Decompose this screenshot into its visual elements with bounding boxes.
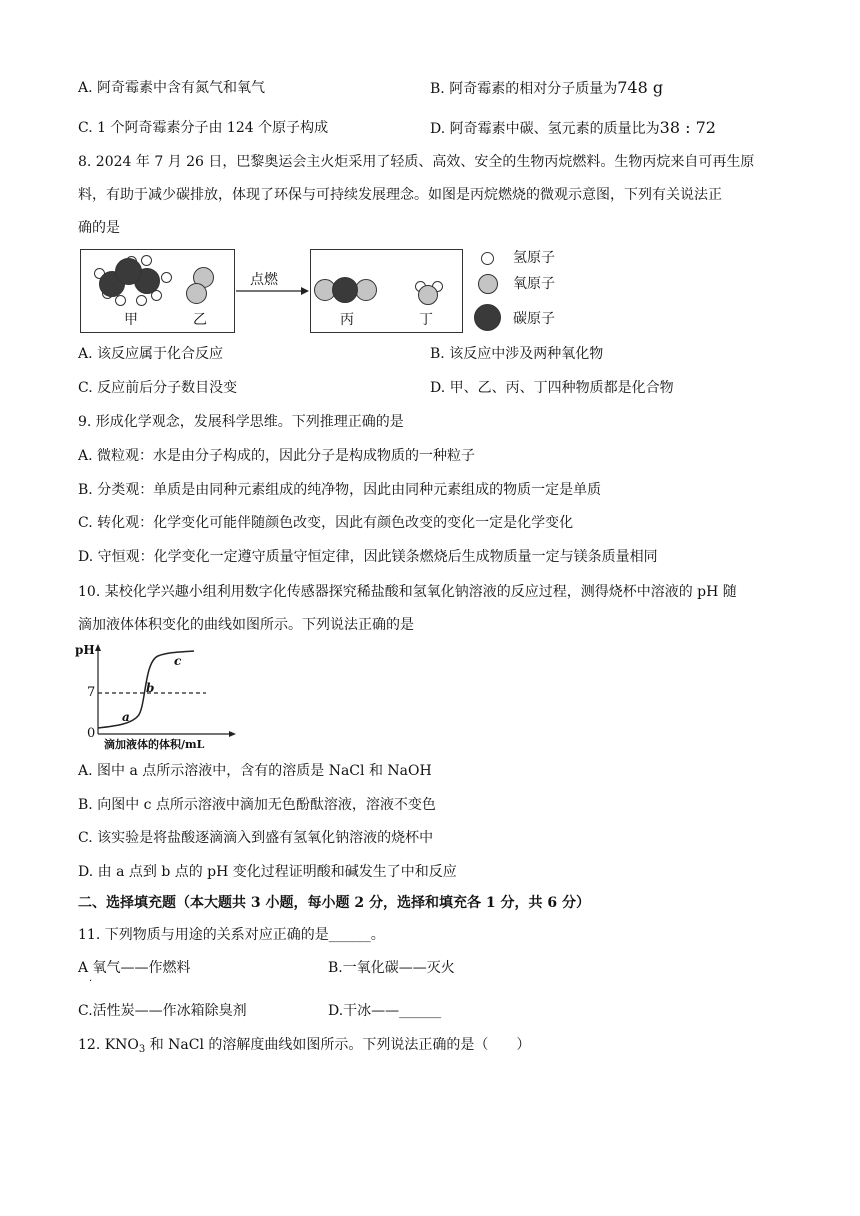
- legend-hydrogen-label: 氢原子: [513, 250, 555, 266]
- legend-carbon-icon: [474, 304, 501, 331]
- q7-option-d-text: D. 阿奇霉素中碳、氢元素的质量比为: [430, 121, 660, 137]
- carbon-atom: [115, 258, 142, 285]
- hydrogen-atom: [136, 295, 147, 306]
- q7-option-d: [430, 118, 716, 139]
- point-a-label: a: [122, 710, 130, 724]
- q9-option-d: D. 守恒观：化学变化一定遵守质量守恒定律，因此镁条燃烧后生成物质量一定与镁条质量相同: [78, 549, 658, 565]
- q10-option-d: D. 由 a 点到 b 点的 pH 变化过程证明酸和碱发生了中和反应: [78, 864, 457, 880]
- origin-label: 0: [87, 726, 96, 741]
- oxygen-atom: [418, 285, 438, 305]
- hydrogen-atom: [115, 295, 126, 306]
- q9-option-c: C. 转化观：化学变化可能伴随颜色改变，因此有颜色改变的变化一定是化学变化: [78, 515, 574, 531]
- q7-option-b-value: 748 g: [617, 78, 664, 97]
- carbon-atom: [332, 277, 358, 303]
- q12-subscript: 3: [138, 1044, 146, 1055]
- q10-option-a: A. 图中 a 点所示溶液中，含有的溶质是 NaCl 和 NaOH: [78, 763, 432, 779]
- label-bing: 丙: [340, 312, 354, 328]
- q10-option-b: B. 向图中 c 点所示溶液中滴加无色酚酞溶液，溶液不变色: [78, 797, 436, 813]
- x-axis-arrow-icon: [229, 731, 236, 737]
- legend-hydrogen-icon: [481, 252, 494, 265]
- reaction-arrow-icon: [234, 285, 310, 297]
- oxygen-atom: [186, 283, 207, 304]
- q8-stem-line-1: 8. 2024 年 7 月 26 日，巴黎奥运会主火炬采用了轻质、高效、安全的生物丙烷燃料。生物丙烷来自可再生原: [78, 154, 755, 170]
- ph-curve-plot: [76, 642, 246, 750]
- q8-stem-line-3: 确的是: [78, 220, 120, 236]
- q11-option-b: B.一氧化碳——灭火: [328, 960, 455, 976]
- legend-oxygen-icon: [478, 274, 498, 294]
- q12-stem-start: 12. KNO: [78, 1037, 139, 1053]
- label-ding: 丁: [419, 312, 433, 328]
- q8-option-a: A. 该反应属于化合反应: [78, 346, 224, 362]
- legend-carbon-label: 碳原子: [513, 311, 555, 327]
- point-b-label: b: [146, 681, 155, 695]
- q7-option-a: A. 阿奇霉素中含有氮气和氧气: [78, 80, 266, 96]
- q8-option-c: C. 反应前后分子数目没变: [78, 380, 238, 396]
- label-jia: 甲: [124, 312, 138, 328]
- emphasis-dot: ·: [89, 976, 93, 987]
- q10-stem-line-2: 滴加液体体积变化的曲线如图所示。下列说法正确的是: [78, 617, 414, 633]
- products-box: [310, 249, 463, 333]
- q11-stem: 11. 下列物质与用途的关系对应正确的是______。: [78, 927, 385, 943]
- q7-option-d-value: 38 : 72: [659, 118, 716, 137]
- y-axis-arrow-icon: [95, 644, 101, 651]
- arrow-label: 点燃: [250, 272, 278, 288]
- x-axis-label: 滴加液体的体积/mL: [104, 738, 205, 751]
- q9-option-b: B. 分类观：单质是由同种元素组成的纯净物，因此由同种元素组成的物质一定是单质: [78, 482, 602, 498]
- label-yi: 乙: [193, 312, 207, 328]
- y-axis-label: pH: [75, 643, 95, 657]
- q9-option-a: A. 微粒观：水是由分子构成的，因此分子是构成物质的一种粒子: [78, 448, 476, 464]
- q8-option-d: D. 甲、乙、丙、丁四种物质都是化合物: [430, 380, 674, 396]
- q12-stem: [78, 1035, 530, 1060]
- q9-stem: 9. 形成化学观念，发展科学思维。下列推理正确的是: [78, 414, 404, 430]
- reactants-box: [80, 249, 235, 333]
- q8-stem-line-2: 料，有助于减少碳排放，体现了环保与可持续发展理念。如图是丙烷燃烧的微观示意图，下列有关说法正: [78, 187, 722, 203]
- q11-option-a: A 氧气——作燃料: [78, 960, 191, 976]
- q10-option-c: C. 该实验是将盐酸逐滴滴入到盛有氢氧化钠溶液的烧杯中: [78, 830, 434, 846]
- q7-option-c: C. 1 个阿奇霉素分子由 124 个原子构成: [78, 120, 329, 136]
- q11-option-c: C.活性炭——作冰箱除臭剂: [78, 1003, 247, 1019]
- section-2-heading: 二、选择填充题（本大题共 3 小题，每小题 2 分，选择和填充各 1 分，共 6 分）: [78, 895, 590, 911]
- oxygen-atom: [355, 279, 377, 301]
- q12-stem-end: 和 NaCl 的溶解度曲线如图所示。下列说法正确的是（ ）: [145, 1037, 531, 1053]
- point-c-label: c: [174, 654, 182, 668]
- q10-stem-line-1: 10. 某校化学兴趣小组利用数字化传感器探究稀盐酸和氢氧化钠溶液的反应过程，测得烧杯中溶液的 pH 随: [78, 584, 737, 600]
- hydrogen-atom: [161, 272, 172, 283]
- q11-option-d: D.干冰——______: [328, 1003, 442, 1019]
- hydrogen-atom: [141, 255, 152, 266]
- q8-option-b: B. 该反应中涉及两种氧化物: [430, 346, 604, 362]
- q7-option-b-text: B. 阿奇霉素的相对分子质量为: [430, 81, 618, 97]
- legend-oxygen-label: 氧原子: [513, 276, 555, 292]
- q7-option-b: [430, 78, 663, 99]
- ph-tick-7: 7: [87, 685, 96, 700]
